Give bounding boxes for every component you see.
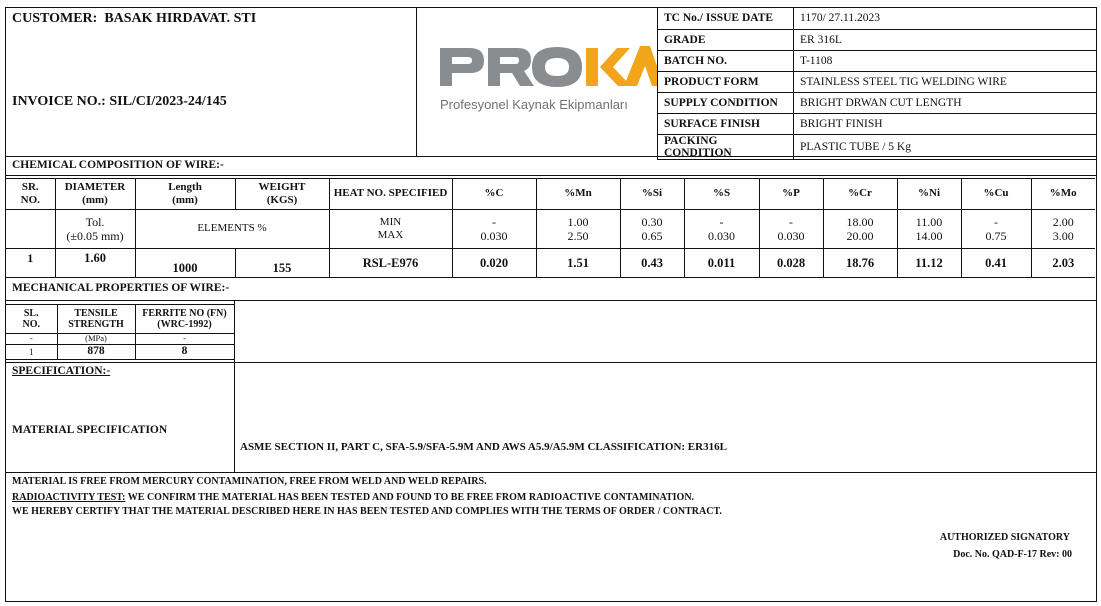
info-value: 1170/ 27.11.2023 [794, 8, 1097, 29]
info-row [658, 29, 1097, 50]
weight-value: 155 [235, 249, 329, 278]
col-header-element: %Mo [1031, 179, 1095, 210]
info-row [658, 71, 1097, 92]
mechanical-section-title: MECHANICAL PROPERTIES OF WIRE:- [12, 282, 230, 294]
info-row [658, 50, 1097, 71]
invoice-number: SIL/CI/2023-24/145 [109, 94, 227, 109]
mechanical-header-row [6, 305, 234, 334]
element-value: 0.011 [684, 249, 759, 278]
mechanical-value-row [6, 345, 234, 360]
range-cell: - 0.030 [684, 210, 759, 249]
chemical-composition-table [6, 178, 1095, 278]
info-label: GRADE [658, 29, 794, 50]
element-value: 0.020 [452, 249, 536, 278]
customer-label: CUSTOMER: [12, 11, 98, 26]
element-value: 0.43 [620, 249, 684, 278]
material-specification-value: ASME SECTION II, PART C, SFA-5.9/SFA-5.9M AND AWS A5.9/A5.9M CLASSIFICATION: ER316L [240, 441, 727, 453]
chemical-section-title: CHEMICAL COMPOSITION OF WIRE:- [12, 159, 224, 171]
info-value: T-1108 [794, 50, 1097, 71]
range-cell: 0.30 0.65 [620, 210, 684, 249]
col-header-element: %C [452, 179, 536, 210]
col-header-length: Length (mm) [135, 179, 235, 210]
ferrite-value: 8 [135, 345, 234, 360]
chemical-title-rule [6, 175, 1096, 176]
info-row [658, 113, 1097, 134]
mechanical-title-rule [6, 300, 1096, 301]
col-header-sr: SR. NO. [6, 179, 55, 210]
min-max-label: MIN MAX [329, 210, 452, 249]
info-label: BATCH NO. [658, 50, 794, 71]
range-cell: 1.00 2.50 [536, 210, 620, 249]
col-header-element: %Mn [536, 179, 620, 210]
info-value: STAINLESS STEEL TIG WELDING WIRE [794, 71, 1097, 92]
col-header-diameter: DIAMETER (mm) [55, 179, 135, 210]
info-row [658, 8, 1097, 29]
certification-statement: WE HEREBY CERTIFY THAT THE MATERIAL DESCRIBED HERE IN HAS BEEN TESTED AND COMPLIES WITH THE TERMS OF ORDER / CONTRACT. [12, 506, 722, 517]
diameter-tolerance: Tol. (±0.05 mm) [55, 210, 135, 249]
logo-tagline: Profesyonel Kaynak Ekipmanları [440, 97, 628, 112]
range-blank [6, 210, 55, 249]
spec-divider [234, 300, 235, 472]
length-value: 1000 [135, 249, 235, 278]
info-label: PRODUCT FORM [658, 71, 794, 92]
element-value: 11.12 [897, 249, 961, 278]
element-value: 0.028 [759, 249, 823, 278]
document-number: Doc. No. QAD-F-17 Rev: 00 [953, 549, 1072, 560]
info-label: TC No./ ISSUE DATE [658, 8, 794, 29]
col-header-element: %Si [620, 179, 684, 210]
tensile-value: 878 [57, 345, 135, 360]
header-bottom-rule [6, 156, 1096, 157]
col-header-element: %Cu [961, 179, 1031, 210]
range-cell: 2.00 3.00 [1031, 210, 1095, 249]
element-value: 2.03 [1031, 249, 1095, 278]
range-cell: - 0.030 [759, 210, 823, 249]
radioactivity-text: WE CONFIRM THE MATERIAL HAS BEEN TESTED AND FOUND TO BE FREE FROM RADIOACTIVE CONTAMINATION. [125, 492, 695, 503]
specification-title: SPECIFICATION:- [12, 365, 111, 377]
range-cell: - 0.030 [452, 210, 536, 249]
test-certificate [5, 7, 1097, 602]
header-divider-left [416, 8, 417, 156]
range-cell: 18.00 20.00 [823, 210, 897, 249]
sr-value: 1 [6, 249, 55, 278]
radioactivity-label: RADIOACTIVITY TEST: [12, 492, 126, 503]
sl-value: 1 [6, 345, 57, 360]
info-value: BRIGHT FINISH [794, 113, 1097, 134]
info-value: PLASTIC TUBE / 5 Kg [794, 134, 1097, 159]
col-header-heat: HEAT NO. SPECIFIED [329, 179, 452, 210]
col-header-element: %S [684, 179, 759, 210]
certificate-info-table [657, 8, 1096, 160]
heat-value: RSL-E976 [329, 249, 452, 278]
unit-tensile: (MPa) [57, 334, 135, 345]
chemical-range-row [6, 210, 1095, 249]
info-label: SUPPLY CONDITION [658, 92, 794, 113]
col-header-weight: WEIGHT (KGS) [235, 179, 329, 210]
material-specification-label: MATERIAL SPECIFICATION [12, 424, 168, 436]
company-logo [418, 8, 658, 156]
info-value: BRIGHT DRWAN CUT LENGTH [794, 92, 1097, 113]
range-cell: 11.00 14.00 [897, 210, 961, 249]
range-cell: - 0.75 [961, 210, 1031, 249]
invoice-label: INVOICE NO.: [12, 94, 106, 109]
col-header-ferrite: FERRITE NO (FN) (WRC-1992) [135, 305, 234, 334]
col-header-sl: SL. NO. [6, 305, 57, 334]
element-value: 1.51 [536, 249, 620, 278]
invoice-line [12, 94, 227, 110]
col-header-element: %P [759, 179, 823, 210]
diameter-value: 1.60 [55, 249, 135, 278]
authorized-signatory: AUTHORIZED SIGNATORY [939, 532, 1070, 543]
radioactivity-statement [12, 492, 694, 503]
mechanical-properties-table [6, 304, 235, 360]
info-value: ER 316L [794, 29, 1097, 50]
mechanical-unit-row [6, 334, 234, 345]
col-header-tensile: TENSILE STRENGTH [57, 305, 135, 334]
element-value: 0.41 [961, 249, 1031, 278]
customer-name: BASAK HIRDAVAT. STI [104, 11, 257, 26]
specification-bottom-rule [6, 472, 1096, 473]
mechanical-bottom-rule [6, 362, 1096, 363]
unit-sl: - [6, 334, 57, 345]
unit-ferrite: - [135, 334, 234, 345]
info-label: SURFACE FINISH [658, 113, 794, 134]
element-value: 18.76 [823, 249, 897, 278]
col-header-element: %Cr [823, 179, 897, 210]
chemical-value-row [6, 249, 1095, 278]
info-row [658, 92, 1097, 113]
col-header-element: %Ni [897, 179, 961, 210]
chemical-header-row [6, 179, 1095, 210]
proka-logo-graphic [418, 8, 658, 156]
mercury-statement: MATERIAL IS FREE FROM MERCURY CONTAMINATION, FREE FROM WELD AND WELD REPAIRS. [12, 476, 487, 487]
info-label: PACKING CONDITION [658, 134, 794, 159]
elements-label: ELEMENTS % [135, 210, 329, 249]
customer-line [12, 11, 256, 27]
